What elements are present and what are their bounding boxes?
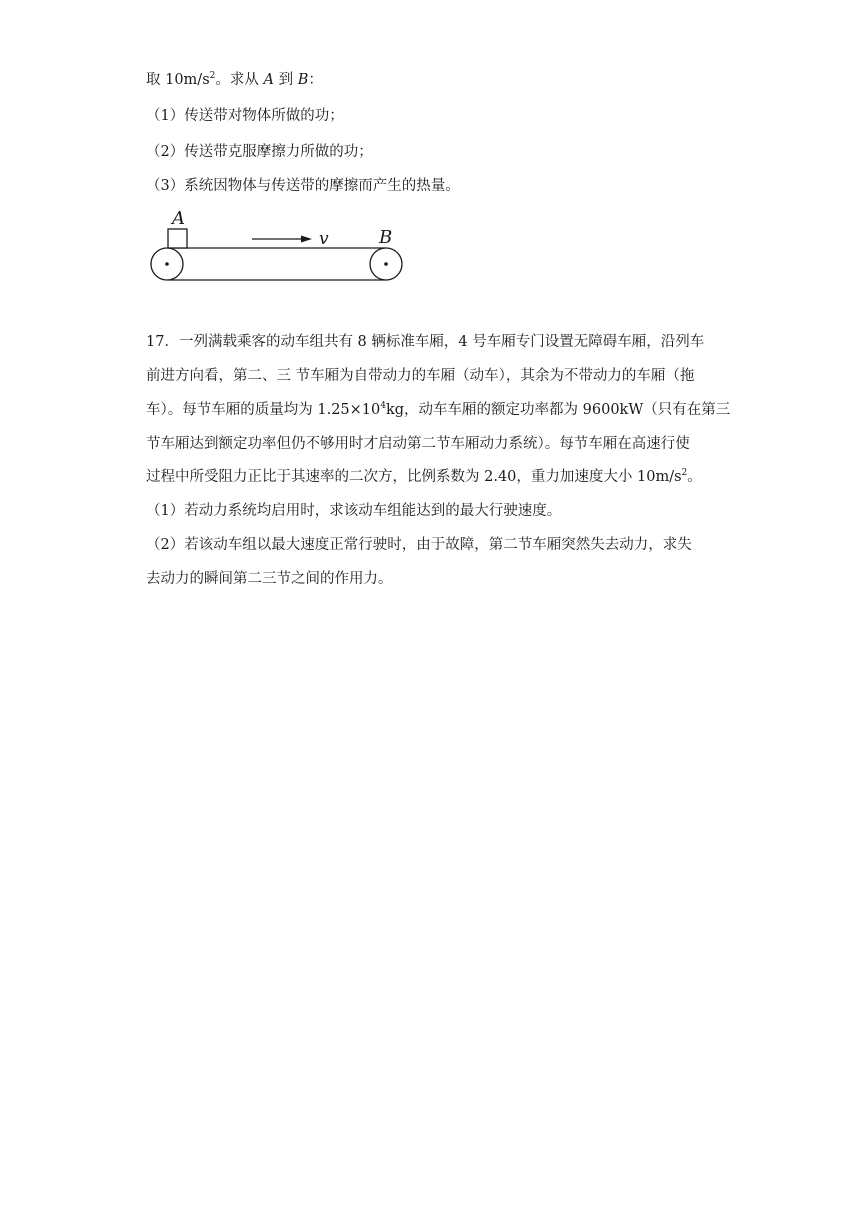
block-a [168, 229, 187, 248]
intro-to: 到 [278, 72, 294, 88]
right-pulley-axle [384, 262, 388, 266]
line5-suffix: 。 [687, 469, 702, 485]
intro-a: A [263, 72, 274, 88]
label-b: B [379, 227, 393, 248]
label-a: A [172, 208, 185, 229]
problem16-question-1: （1）传送带对物体所做的功； [146, 108, 344, 124]
problem17-question-2-line-1: （2）若该动车组以最大速度正常行驶时，由于故障，第二节车厢突然失去动力，求失 [146, 537, 692, 553]
left-pulley-axle [165, 262, 169, 266]
conveyor-belt-svg [146, 206, 408, 290]
intro-prefix: 取 10m/s [146, 72, 210, 88]
problem16-question-2: （2）传送带克服摩擦力所做的功； [146, 144, 373, 160]
problem17-line-1: 17．一列满载乘客的动车组共有 8 辆标准车厢，4 号车厢专门设置无障碍车厢，沿列车 [146, 334, 705, 350]
intro-sup: 2 [209, 71, 216, 82]
intro-suffix: ： [308, 72, 323, 88]
line3-prefix: 车）。每节车厢的质量均为 1.25×10 [146, 402, 381, 418]
problem17-line-2: 前进方向看，第二、三 节车厢为自带动力的车厢（动车），其余为不带动力的车厢（拖 [146, 368, 695, 384]
problem16-intro [146, 70, 323, 90]
line5-prefix: 过程中所受阻力正比于其速率的二次方，比例系数为 2.40，重力加速度大小 10m/s [146, 469, 682, 485]
conveyor-belt-figure [146, 206, 408, 290]
problem17-line-4: 节车厢达到额定功率但仍不够用时才启动第二节车厢动力系统）。每节车厢在高速行使 [146, 436, 690, 452]
problem17-question-2-line-2: 去动力的瞬间第二三节之间的作用力。 [146, 571, 393, 587]
problem16-question-3: （3）系统因物体与传送带的摩擦而产生的热量。 [146, 178, 460, 194]
line3-sup: 4 [380, 401, 386, 412]
label-v: v [319, 229, 329, 249]
line3-suffix: kg，动车车厢的额定功率都为 9600kW（只有在第三 [385, 402, 731, 418]
problem17-question-1: （1）若动力系统均启用时，求该动车组能达到的最大行驶速度。 [146, 503, 562, 519]
line5-sup: 2 [681, 468, 688, 479]
intro-mid: 。求从 [215, 72, 259, 88]
problem17-line-5 [146, 467, 702, 487]
velocity-arrow-head [301, 236, 312, 243]
problem17-line-3 [146, 400, 730, 420]
intro-b: B [297, 72, 309, 88]
